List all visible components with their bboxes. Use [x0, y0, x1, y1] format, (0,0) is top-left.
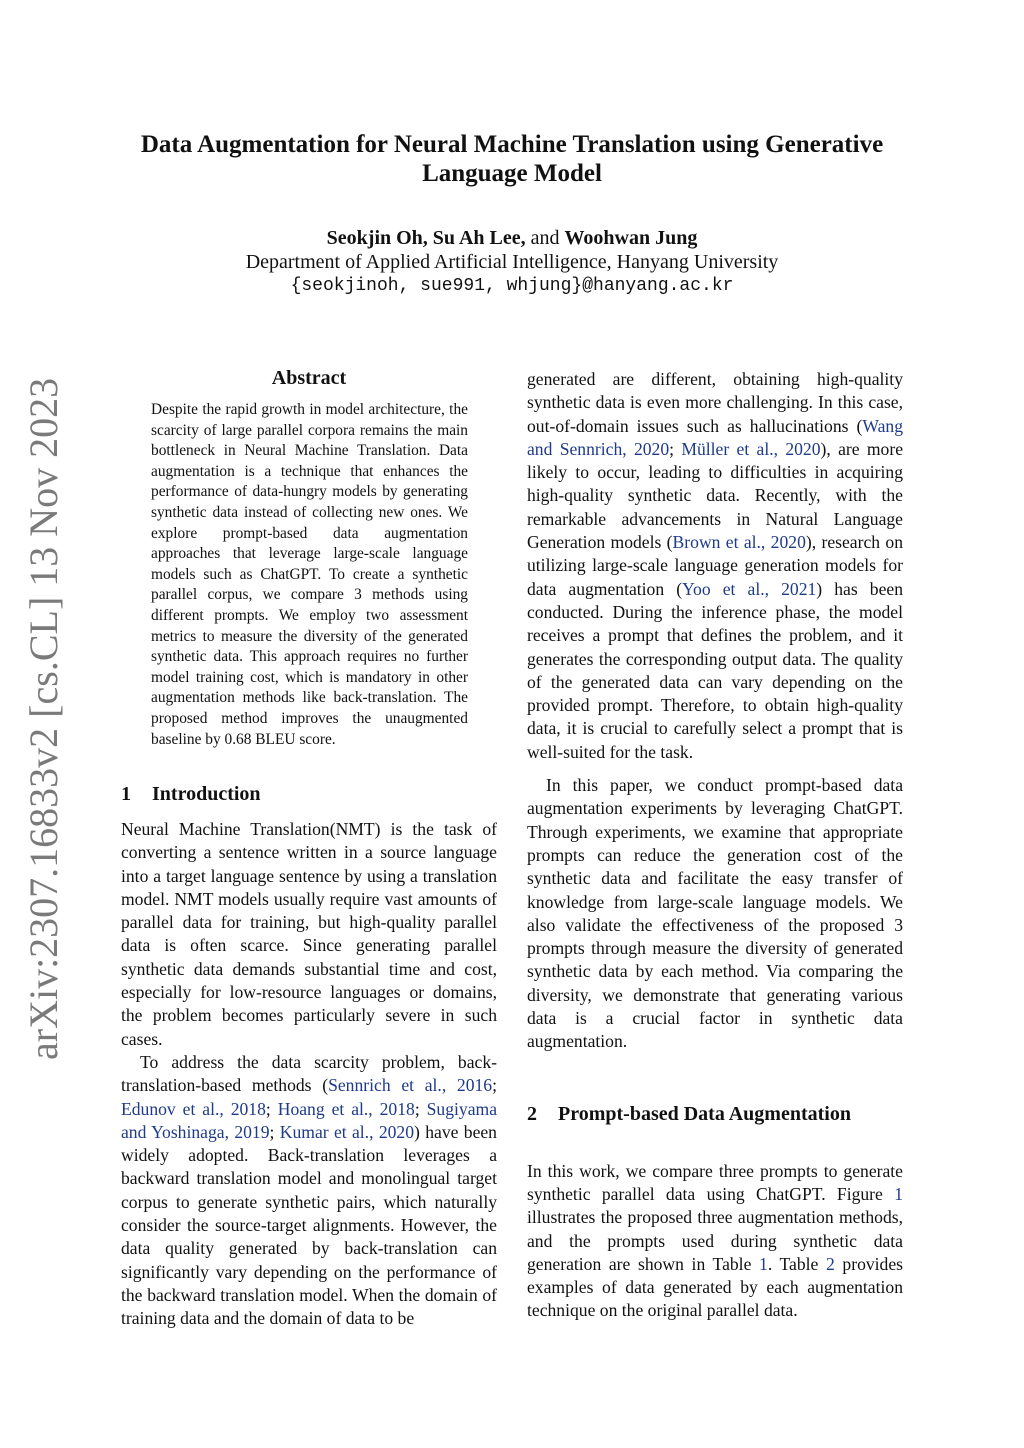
text-run: ; — [492, 1075, 497, 1096]
arxiv-identifier-stamp: arXiv:2307.16833v2 [cs.CL] 13 Nov 2023 — [21, 377, 66, 1060]
section-number: 1 — [121, 783, 131, 805]
intro-paragraph-1: Neural Machine Translation(NMT) is the task of converting a sentence written in a source language into a target language sentence by using a translation model. NMT models usually require vast amounts of parallel data for training, but high-quality parallel data is often scarce. Since generating parallel synthetic data demands substantial time and cost, especially for low-resource languages or domains, the problem becomes particularly severe in such cases. — [121, 819, 497, 1049]
abstract-text: Despite the rapid growth in model architecture, the scarcity of large parallel corpora remains the main bottleneck in Neural Machine Translation. Data augmentation is a technique that enhances the performance of data-hungry models by generating synthetic data instead of collecting new ones. We explore prompt-based data augmentation approaches that leverage large-scale language models such as ChatGPT. To create a synthetic parallel corpus, we compare 3 methods using different prompts. We employ two assessment metrics to measure the diversity of the generated synthetic data. This approach requires no further model training cost, which is mandatory in other augmentation methods like back-translation. The proposed method improves the unaugmented baseline by 0.68 BLEU score. — [151, 401, 468, 748]
intro-paragraph-4: In this paper, we conduct prompt-based data augmentation experiments by leveraging ChatGPT. Through experiments, we examine that appropriate prompts can reduce the generation cost of the synthetic data and facilitate the easy transfer of knowledge from large-scale language models. We also validate the effectiveness of the proposed 3 prompts through measure the diversity of generated synthetic data by each method. Via comparing the diversity, we demonstrate that generating various data is a crucial factor in synthetic data augmentation. — [527, 775, 903, 1052]
author-emails: {seokjinoh, sue991, whjung}@hanyang.ac.kr — [290, 276, 734, 296]
text-run: generated are different, obtaining high-quality synthetic data is even more challenging. In this case, out-of-domain issues such as hallucinations ( — [527, 369, 903, 436]
text-run: provides examples of data generated by each augmentation technique on the original parallel data. — [527, 1253, 904, 1321]
section-title: Prompt-based Data Augmentation — [558, 1102, 851, 1125]
citation-link[interactable]: Edunov et al., 2018 — [121, 1098, 266, 1119]
text-run: ; — [265, 1098, 278, 1119]
method-paragraph-1 — [527, 1160, 903, 1323]
citation-link[interactable]: Hoang et al., 2018 — [277, 1098, 415, 1119]
citation-link[interactable]: Brown et al., 2020 — [672, 532, 806, 553]
text-run: To address the data scarcity problem, back-translation-based methods ( — [121, 1051, 497, 1096]
author-joiner: and — [530, 227, 560, 249]
text-run: . Table — [767, 1253, 826, 1274]
text-run: ; — [414, 1098, 427, 1119]
paper-title: Data Augmentation for Neural Machine Translation using Generative Language Model — [140, 131, 884, 187]
text-run: ), research on utilizing large-scale language generation models for data augmentation ( — [527, 532, 904, 599]
author-names: Seokjin Oh, Su Ah Lee, — [326, 227, 526, 249]
right-column — [527, 368, 903, 1323]
author-list — [100, 226, 924, 250]
citation-link[interactable]: Sugiyama and Yoshinaga, 2019 — [121, 1098, 498, 1142]
text-run: ; — [269, 1121, 280, 1142]
intro-section — [121, 782, 497, 1331]
section-title: Introduction — [152, 783, 261, 805]
section-heading-introduction — [121, 782, 497, 806]
intro-paragraph-2 — [121, 1051, 497, 1331]
text-run: ; — [669, 438, 682, 459]
affiliation: Department of Applied Artificial Intelligence, Hanyang University — [245, 251, 779, 273]
text-run: ) have been widely adopted. Back-translation leverages a backward translation model and monolingual target corpus to generate synthetic pairs, which naturally consider the source-target alignments. However, the data quality generated by back-translation can significantly vary depending on the performance of the backward translation model. When the domain of training data and the domain of data to be — [121, 1121, 497, 1329]
text-run: In this work, we compare three prompts to generate synthetic parallel data using ChatGPT. Figure — [527, 1160, 903, 1204]
section-heading-method — [527, 1102, 903, 1126]
abstract-heading: Abstract — [271, 367, 347, 389]
text-run: illustrates the proposed three augmentation methods, and the prompts used during synthetic data generation are shown in Table — [527, 1207, 903, 1274]
table-ref-link[interactable]: 1 — [759, 1253, 768, 1274]
citation-link[interactable]: Müller et al., 2020 — [681, 438, 821, 459]
intro-paragraph-3 — [527, 368, 903, 764]
citation-link[interactable]: Sennrich et al., 2016 — [328, 1075, 493, 1096]
citation-link[interactable]: Wang and Sennrich, 2020 — [527, 415, 903, 459]
table-ref-link[interactable]: 2 — [825, 1253, 835, 1274]
figure-ref-link[interactable]: 1 — [894, 1183, 903, 1204]
citation-link[interactable]: Kumar et al., 2020 — [279, 1121, 415, 1142]
section-number: 2 — [527, 1102, 537, 1125]
text-run: ), are more likely to occur, leading to difficulties in acquiring high-quality synthetic data. Recently, with the remarkable advancements in Natural Language Generation models ( — [527, 438, 904, 553]
text-run: ) has been conducted. During the inference phase, the model receives a prompt that defines the problem, and it generates the corresponding output data. The quality of the generated data can vary depending on the provided prompt. Therefore, to obtain high-quality data, it is crucial to carefully select a prompt that is well-suited for the task. — [527, 578, 903, 762]
author-last: Woohwan Jung — [564, 227, 698, 249]
citation-link[interactable]: Yoo et al., 2021 — [682, 578, 817, 599]
